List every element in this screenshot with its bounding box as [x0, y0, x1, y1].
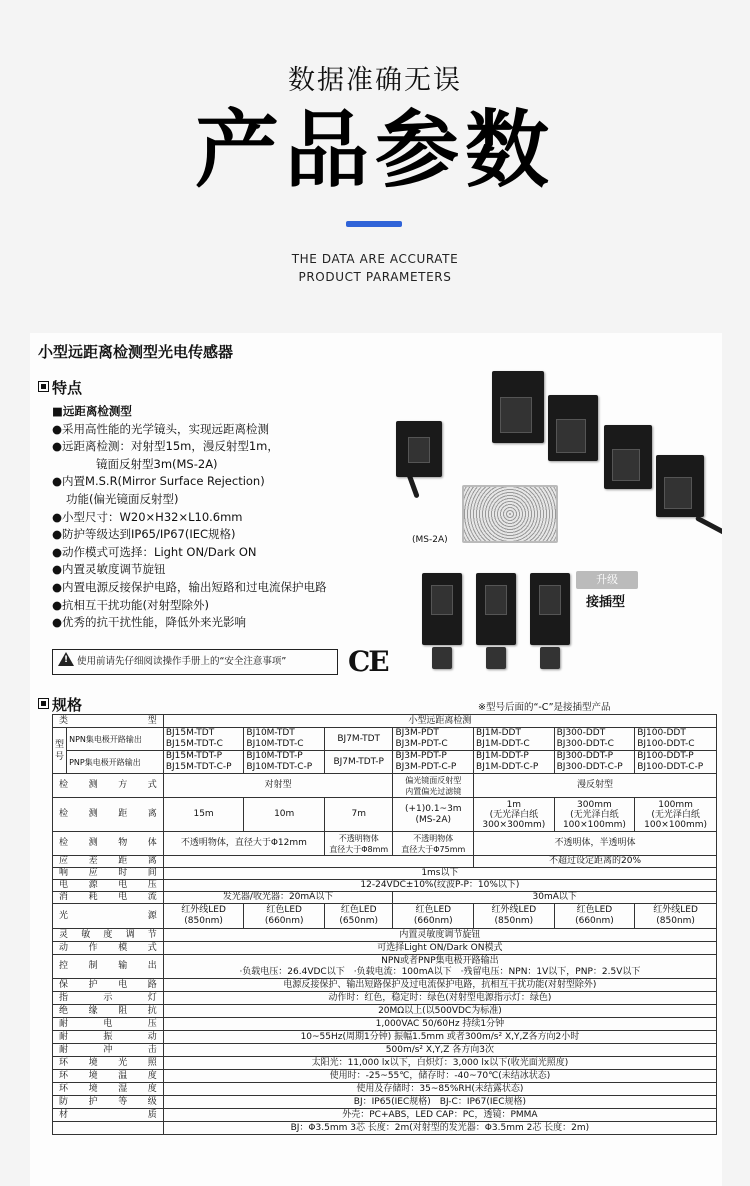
header-section [0, 0, 750, 320]
cell: 红外线LED (850nm) [163, 904, 244, 929]
cell: 外壳：PC+ABS，LED CAP：PC，透镜：PMMA [163, 1109, 716, 1122]
section-square-icon [38, 698, 49, 709]
table-row [53, 904, 717, 929]
cell: 不透明物体 直径大于Φ75mm [393, 832, 474, 856]
connector-plug [540, 647, 560, 669]
row-label: 材 质 [53, 1109, 164, 1122]
feature-item: ●内置电源反接保护电路，输出短路和过电流保护电路 [52, 579, 327, 594]
table-row [53, 868, 717, 880]
cell: 不超过设定距离的20% [474, 856, 717, 868]
cell: 红色LED (660nm) [393, 904, 474, 929]
row-label: 绝缘阻抗 [53, 1005, 164, 1018]
cell: 300mm (无光泽白纸 100×100mm) [554, 798, 635, 832]
warning-triangle-icon: ! [58, 652, 74, 666]
feature-item: 镜面反射型3m(MS-2A) [96, 456, 218, 471]
row-label: 响应时间 [53, 868, 164, 880]
cell: 不透明体，半透明体 [474, 832, 717, 856]
cell: 1m (无光泽白纸 300×300mm) [474, 798, 555, 832]
output-line: ·负载电压：26.4VDC以下 ·负载电流：100mA以下 ·残留电压：NPN：1V以下，PNP：2.5V以下 [239, 966, 641, 977]
connector-plug [432, 647, 452, 669]
cell: BJ10M-TDT-P BJ10M-TDT-C-P [244, 751, 325, 774]
cell: 红外线LED (850nm) [635, 904, 717, 929]
cell: 红色LED (650nm) [324, 904, 393, 929]
safety-warning-box [52, 649, 338, 675]
cell: 对射型 [163, 774, 393, 798]
feature-item: ●采用高性能的光学镜头，实现远距离检测 [52, 421, 270, 436]
table-row [53, 1109, 717, 1122]
feature-item: ●优秀的抗干扰性能，降低外来光影响 [52, 615, 247, 630]
table-row [53, 942, 717, 955]
cell [163, 955, 716, 979]
cell: 漫反射型 [474, 774, 717, 798]
feature-item: ●内置M.S.R(Mirror Surface Rejection) [52, 474, 265, 489]
table-row [53, 929, 717, 942]
table-row [53, 1083, 717, 1096]
cell: 红外线LED (850nm) [474, 904, 555, 929]
table-row [53, 992, 717, 1005]
ce-mark: CE [348, 645, 388, 678]
cell: BJ7M-TDT-P [324, 751, 393, 774]
cell: 10~55Hz(周期1分钟) 振幅1.5mm 或者300m/s² X,Y,Z各方向2小时 [163, 1031, 716, 1044]
row-label: 型号 [53, 728, 67, 774]
cell: BJ1M-DDT-P BJ1M-DDT-C-P [474, 751, 555, 774]
header-title: 产品参数 [194, 101, 555, 199]
connector-plug [486, 647, 506, 669]
row-label: PNP集电极开路输出 [67, 751, 164, 774]
row-label: 耐振动 [53, 1031, 164, 1044]
spec-table [52, 714, 717, 1135]
row-label: NPN集电极开路输出 [67, 728, 164, 751]
product-title: 小型远距离检测型光电传感器 [38, 343, 234, 361]
table-row [53, 715, 717, 728]
row-label [53, 1122, 164, 1135]
output-line: NPN或者PNP集电极开路输出 [381, 955, 499, 966]
feature-item: ■远距离检测型 [52, 404, 132, 418]
reflector-plate [462, 485, 558, 543]
row-label: 应差距离 [53, 856, 164, 868]
table-row [53, 979, 717, 992]
feature-item: ●小型尺寸：W20×H32×L10.6mm [52, 509, 243, 524]
connector-sensor [422, 573, 462, 645]
cell: 发光器/收光器：20mA以下 [163, 892, 393, 904]
upgrade-tag: 升级 [576, 571, 638, 589]
cell: 1,000VAC 50/60Hz 持续1分钟 [163, 1018, 716, 1031]
table-row [53, 751, 717, 774]
table-row [53, 856, 717, 868]
cell: 太阳光：11,000 lx以下，白炽灯：3,000 lx以下(收光面光照度) [163, 1057, 716, 1070]
row-label: 检测距离 [53, 798, 164, 832]
row-label: 保护电路 [53, 979, 164, 992]
section-square-icon [38, 381, 49, 392]
row-label: 消耗电流 [53, 892, 164, 904]
header-subtitle: 数据准确无误 [288, 65, 462, 96]
cell: 1ms以下 [163, 868, 716, 880]
cell: BJ100-DDT BJ100-DDT-C [635, 728, 717, 751]
table-row [53, 798, 717, 832]
sensor-body [396, 421, 442, 477]
header-english-line1: THE DATA ARE ACCURATE [291, 252, 459, 266]
cell: 红色LED (660nm) [554, 904, 635, 929]
row-label: 检测物体 [53, 832, 164, 856]
table-row [53, 1070, 717, 1083]
table-row [53, 774, 717, 798]
header-accent-bar [346, 221, 402, 227]
table-row [53, 1044, 717, 1057]
row-label: 环境湿度 [53, 1083, 164, 1096]
reflector-label: (MS-2A) [412, 535, 448, 545]
feature-item: ●内置灵敏度调节旋钮 [52, 562, 166, 577]
row-label: 类 型 [53, 715, 164, 728]
features-list [52, 403, 402, 632]
cell: 动作时：红色，稳定时：绿色(对射型电源指示灯：绿色) [163, 992, 716, 1005]
sensor-body [492, 371, 544, 443]
datasheet [30, 333, 722, 1186]
cell: 偏光镜面反射型 内置偏光过滤镜 [393, 774, 474, 798]
cell: BJ15M-TDT-P BJ15M-TDT-C-P [163, 751, 244, 774]
table-row [53, 1005, 717, 1018]
row-label: 光 源 [53, 904, 164, 929]
cell: 7m [324, 798, 393, 832]
table-row [53, 832, 717, 856]
cell: BJ1M-DDT BJ1M-DDT-C [474, 728, 555, 751]
cell: 不透明物体，直径大于Φ12mm [163, 832, 324, 856]
row-label: 耐冲击 [53, 1044, 164, 1057]
cell: 小型远距离检测 [163, 715, 716, 728]
feature-item: ●动作模式可选择：Light ON/Dark ON [52, 544, 257, 559]
row-label: 动作模式 [53, 942, 164, 955]
header-english-line2: PRODUCT PARAMETERS [298, 270, 452, 284]
cell: (+1)0.1~3m (MS-2A) [393, 798, 474, 832]
cell: BJ300-DDT-P BJ300-DDT-C-P [554, 751, 635, 774]
cell: 电源反接保护、输出短路保护及过电流保护电路，抗相互干扰功能(对射型除外) [163, 979, 716, 992]
cell: 12-24VDC±10%(纹波P-P：10%以下) [163, 880, 716, 892]
table-row [53, 1057, 717, 1070]
cell: 红色LED (660nm) [244, 904, 325, 929]
cell [163, 856, 473, 868]
cell: 100mm (无光泽白纸 100×100mm) [635, 798, 717, 832]
cell: 不透明物体 直径大于Φ8mm [324, 832, 393, 856]
warning-text: 使用前请先仔细阅读操作手册上的“安全注意事项” [77, 656, 287, 667]
cell: 20MΩ以上(以500VDC为标准) [163, 1005, 716, 1018]
row-label: 控制输出 [53, 955, 164, 979]
sensor-cable [695, 515, 722, 535]
spec-heading: 规格 [38, 694, 82, 715]
feature-item: ●防护等级达到IP65/IP67(IEC规格) [52, 527, 236, 542]
table-row [53, 728, 717, 751]
row-label: 防护等级 [53, 1096, 164, 1109]
connector-sensor [476, 573, 516, 645]
cell: BJ7M-TDT [324, 728, 393, 751]
cell: BJ：IP65(IEC规格) BJ-C：IP67(IEC规格) [163, 1096, 716, 1109]
table-row [53, 1018, 717, 1031]
cell: 使用时：-25~55℃，储存时：-40~70℃(未结冰状态) [163, 1070, 716, 1083]
row-label: 耐电压 [53, 1018, 164, 1031]
cell: 30mA以下 [393, 892, 717, 904]
table-row [53, 1096, 717, 1109]
table-row [53, 955, 717, 979]
cell: BJ300-DDT BJ300-DDT-C [554, 728, 635, 751]
features-heading: 特点 [38, 377, 82, 398]
cell: 10m [244, 798, 325, 832]
cell: 内置灵敏度调节旋钮 [163, 929, 716, 942]
cell: BJ：Φ3.5mm 3芯 长度：2m(对射型的发光器：Φ3.5mm 2芯 长度：2m) [163, 1122, 716, 1135]
spec-note: ※型号后面的“-C”是接插型产品 [478, 702, 611, 713]
cell: BJ15M-TDT BJ15M-TDT-C [163, 728, 244, 751]
connector-sensor [530, 573, 570, 645]
row-label: 环境光照 [53, 1057, 164, 1070]
cell: BJ3M-PDT-P BJ3M-PDT-C-P [393, 751, 474, 774]
cell: BJ10M-TDT BJ10M-TDT-C [244, 728, 325, 751]
table-row [53, 1122, 717, 1135]
cell: BJ3M-PDT BJ3M-PDT-C [393, 728, 474, 751]
row-label: 电源电压 [53, 880, 164, 892]
cell: 500m/s² X,Y,Z 各方向3次 [163, 1044, 716, 1057]
upgrade-text: 接插型 [586, 595, 626, 610]
sensor-body [548, 395, 598, 461]
table-row [53, 892, 717, 904]
row-label: 灵敏度调节 [53, 929, 164, 942]
table-row [53, 880, 717, 892]
row-label: 环境温度 [53, 1070, 164, 1083]
feature-item: 功能(偏光镜面反射型) [66, 491, 179, 506]
row-label: 检测方式 [53, 774, 164, 798]
feature-item: ●抗相互干扰功能(对射型除外) [52, 597, 210, 612]
cell: 可选择Light ON/Dark ON模式 [163, 942, 716, 955]
header-english [0, 250, 750, 286]
feature-item: ●远距离检测：对射型15m，漫反射型1m， [52, 439, 279, 454]
sensor-body [656, 455, 704, 517]
cell: 使用及存储时：35~85%RH(未结露状态) [163, 1083, 716, 1096]
cell: BJ100-DDT-P BJ100-DDT-C-P [635, 751, 717, 774]
row-label: 指示灯 [53, 992, 164, 1005]
table-row [53, 1031, 717, 1044]
cell: 15m [163, 798, 244, 832]
sensor-body [604, 425, 652, 489]
